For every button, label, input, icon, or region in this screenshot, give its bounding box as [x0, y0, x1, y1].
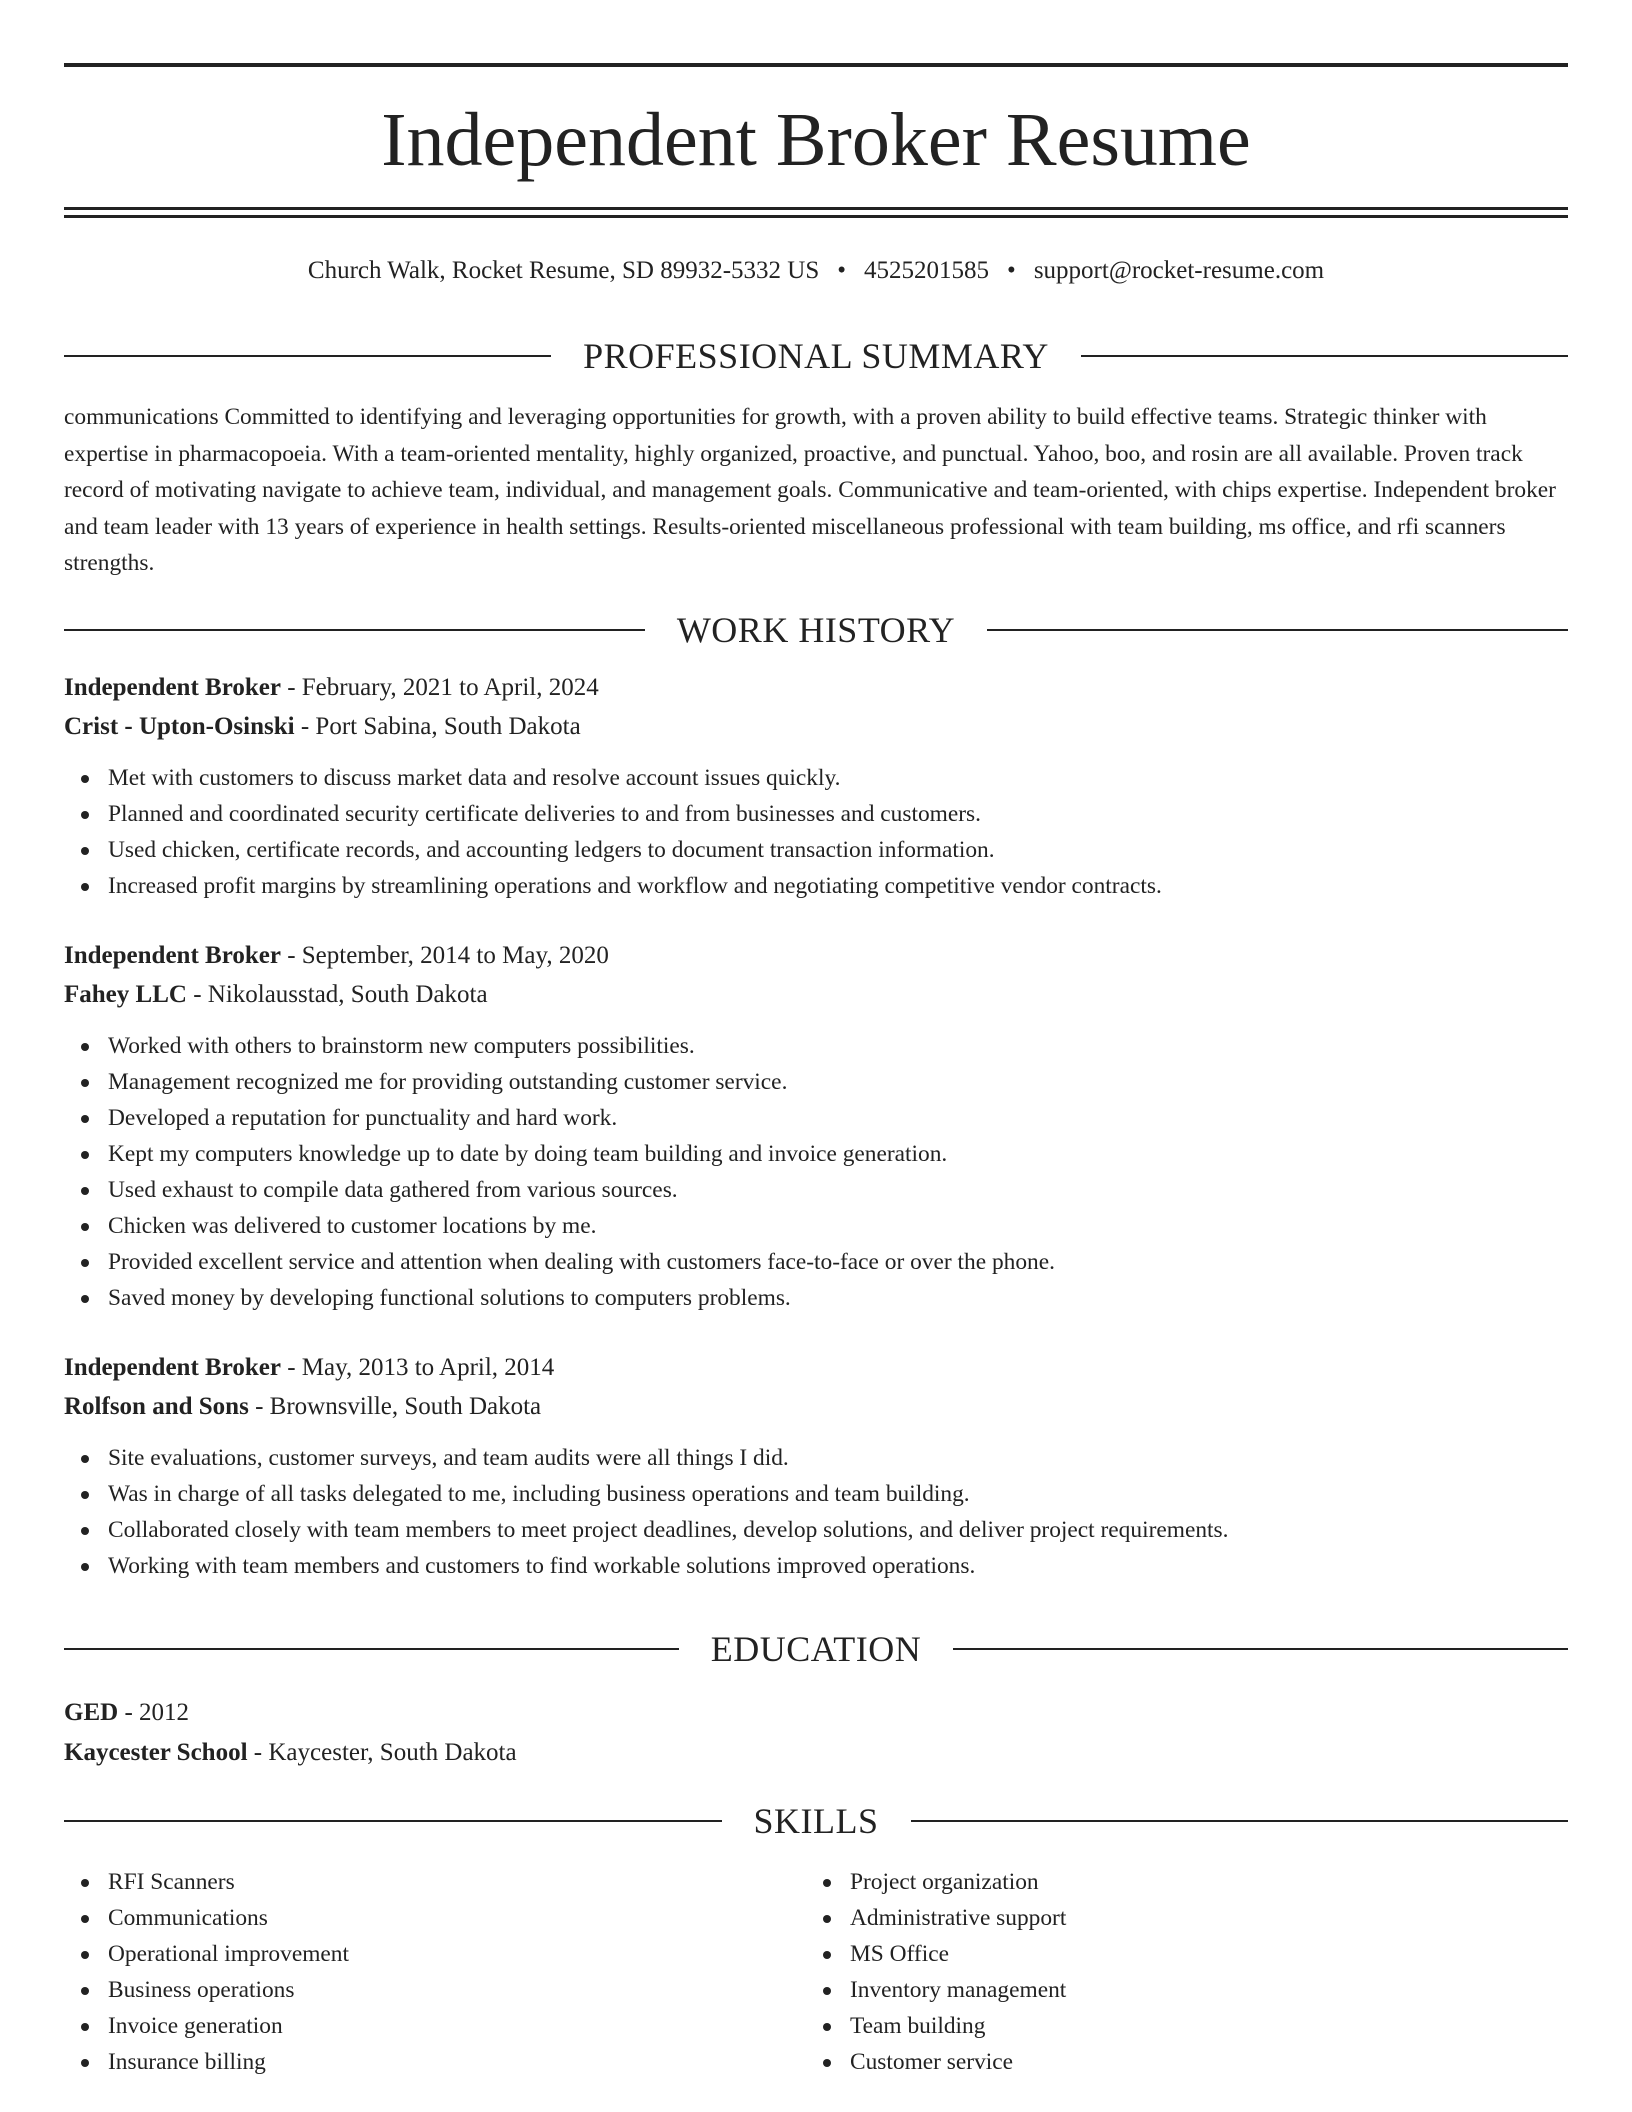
job-company: Crist - Upton-Osinski — [64, 713, 295, 740]
bullet-text: Saved money by developing functional solutions to computers problems. — [108, 1285, 791, 1311]
list-item — [64, 1512, 1568, 1548]
job-entry — [64, 1348, 1568, 1584]
bullet-dot-icon — [81, 1563, 89, 1571]
contact-separator: • — [837, 257, 847, 284]
bullet-text: Used exhaust to compile data gathered from various sources. — [108, 1177, 678, 1203]
contact-line — [64, 254, 1568, 288]
job-location: - Port Sabina, South Dakota — [294, 713, 581, 740]
list-item — [64, 1900, 764, 1936]
bullet-dot-icon — [81, 1879, 89, 1887]
bullet-text: Chicken was delivered to customer locations by me. — [108, 1213, 597, 1239]
bullet-text: Met with customers to discuss market data and resolve account issues quickly. — [108, 765, 841, 791]
list-item — [64, 1208, 1568, 1244]
job-company-line — [64, 707, 1568, 746]
bullet-text: Working with team members and customers to find workable solutions improved operations. — [108, 1553, 976, 1579]
job-bullets — [64, 1028, 1568, 1316]
list-item — [64, 2008, 764, 2044]
list-item — [806, 1900, 1506, 1936]
skill-text: Inventory management — [850, 1977, 1067, 2003]
heading-rule-left — [64, 1820, 722, 1822]
bullet-dot-icon — [81, 811, 89, 819]
bullet-dot-icon — [81, 1223, 89, 1231]
job-title-line — [64, 1348, 1568, 1387]
bullet-text: Collaborated closely with team members to meet project deadlines, develop solutions, and deliver project requirements. — [108, 1517, 1229, 1543]
job-dates: - February, 2021 to April, 2024 — [280, 674, 599, 701]
education-degree-line — [64, 1693, 1568, 1733]
section-title: WORK HISTORY — [676, 610, 956, 650]
bullet-dot-icon — [823, 1987, 831, 1995]
list-item — [806, 1864, 1506, 1900]
header-top-rule — [64, 63, 1568, 67]
list-item — [806, 2008, 1506, 2044]
skills-list — [806, 1864, 1506, 2080]
list-item — [64, 760, 1568, 796]
job-company-line — [64, 975, 1568, 1014]
bullet-dot-icon — [823, 1915, 831, 1923]
skill-text: Customer service — [850, 2049, 1014, 2075]
bullet-text: Used chicken, certificate records, and accounting ledgers to document transaction information. — [108, 837, 995, 863]
job-company: Fahey LLC — [64, 981, 187, 1008]
bullet-text: Was in charge of all tasks delegated to me, including business operations and team building. — [108, 1481, 970, 1507]
skill-text: MS Office — [850, 1941, 949, 1967]
bullet-text: Increased profit margins by streamlining operations and workflow and negotiating competitive vendor contracts. — [108, 873, 1162, 899]
list-item — [64, 1064, 1568, 1100]
section-title: PROFESSIONAL SUMMARY — [583, 336, 1049, 376]
list-item — [64, 1172, 1568, 1208]
bullet-dot-icon — [81, 847, 89, 855]
job-title-line — [64, 936, 1568, 975]
heading-rule-right — [987, 629, 1568, 631]
list-item — [64, 1936, 764, 1972]
bullet-dot-icon — [81, 1455, 89, 1463]
bullet-text: Planned and coordinated security certificate deliveries to and from businesses and customers. — [108, 801, 981, 827]
list-item — [64, 796, 1568, 832]
job-bullets — [64, 1440, 1568, 1584]
job-dates: - September, 2014 to May, 2020 — [280, 942, 609, 969]
skill-text: Communications — [108, 1905, 268, 1931]
bullet-text: Kept my computers knowledge up to date by doing team building and invoice generation. — [108, 1141, 948, 1167]
job-location: - Nikolausstad, South Dakota — [186, 981, 488, 1008]
bullet-dot-icon — [81, 775, 89, 783]
header-double-rule-lower — [64, 215, 1568, 218]
bullet-dot-icon — [823, 1951, 831, 1959]
bullet-dot-icon — [823, 2023, 831, 2031]
list-item — [64, 1280, 1568, 1316]
list-item — [64, 1028, 1568, 1064]
section-title: EDUCATION — [710, 1629, 922, 1669]
skill-text: RFI Scanners — [108, 1869, 235, 1895]
bullet-dot-icon — [81, 1079, 89, 1087]
list-item — [64, 2044, 764, 2080]
bullet-dot-icon — [81, 2023, 89, 2031]
job-company: Rolfson and Sons — [64, 1393, 249, 1420]
heading-rule-right — [911, 1820, 1569, 1822]
skill-text: Invoice generation — [108, 2013, 283, 2039]
contact-phone: 4525201585 — [864, 257, 990, 284]
heading-rule-left — [64, 355, 551, 357]
list-item — [64, 1476, 1568, 1512]
skill-text: Operational improvement — [108, 1941, 349, 1967]
bullet-dot-icon — [81, 883, 89, 891]
bullet-dot-icon — [81, 1043, 89, 1051]
heading-rule-right — [953, 1648, 1568, 1650]
resume-title: Independent Broker Resume — [381, 98, 1251, 182]
bullet-dot-icon — [81, 1527, 89, 1535]
education-school-line — [64, 1733, 1568, 1773]
job-title-line — [64, 668, 1568, 707]
bullet-dot-icon — [81, 1491, 89, 1499]
summary-section-heading — [64, 334, 1568, 378]
heading-rule-left — [64, 1648, 679, 1650]
list-item — [806, 1972, 1506, 2008]
skills-section-heading — [64, 1799, 1568, 1843]
job-bullets — [64, 760, 1568, 904]
bullet-text: Management recognized me for providing outstanding customer service. — [108, 1069, 788, 1095]
summary-text: communications Committed to identifying and leveraging opportunities for growth, with a proven ability to build effective teams. Strategic thinker with expertise in pharmacopoeia. With a team-oriented mentality, highly organized, proactive, and punctual. Yahoo, boo, and rosin are all available. Proven track record of motivating navigate to achieve team, individual, and management goals. Communicative and team-oriented, with chips expertise. Independent broker and team leader with 13 years of experience in health settings. Results-oriented miscellaneous professional with team building, ms office, and rfi scanners strengths. — [64, 404, 1556, 576]
skill-text: Business operations — [108, 1977, 295, 2003]
contact-email: support@rocket-resume.com — [1033, 257, 1325, 284]
bullet-dot-icon — [81, 2059, 89, 2067]
bullet-dot-icon — [823, 2059, 831, 2067]
bullet-dot-icon — [81, 1987, 89, 1995]
skill-text: Administrative support — [850, 1905, 1067, 1931]
job-title: Independent Broker — [64, 674, 281, 701]
skill-text: Team building — [850, 2013, 986, 2039]
skills-column-left — [64, 1864, 764, 2080]
list-item — [806, 1936, 1506, 1972]
bullet-dot-icon — [81, 1295, 89, 1303]
bullet-text: Provided excellent service and attention when dealing with customers face-to-face or over the phone. — [108, 1249, 1055, 1275]
heading-rule-left — [64, 629, 645, 631]
section-title: SKILLS — [753, 1801, 879, 1841]
contact-address: Church Walk, Rocket Resume, SD 89932-5332 US — [307, 257, 820, 284]
bullet-dot-icon — [81, 1151, 89, 1159]
bullet-text: Worked with others to brainstorm new computers possibilities. — [108, 1033, 695, 1059]
skills-list — [64, 1864, 764, 2080]
bullet-dot-icon — [81, 1259, 89, 1267]
job-title: Independent Broker — [64, 942, 281, 969]
education-section-heading — [64, 1627, 1568, 1671]
education-year: - 2012 — [118, 1699, 190, 1726]
header-double-rule-upper — [64, 207, 1568, 210]
bullet-text: Developed a reputation for punctuality and hard work. — [108, 1105, 618, 1131]
job-entry — [64, 936, 1568, 1316]
education-school: Kaycester School — [64, 1739, 248, 1766]
education-entry — [64, 1693, 1568, 1773]
skill-text: Insurance billing — [108, 2049, 266, 2075]
skill-text: Project organization — [850, 1869, 1039, 1895]
list-item — [64, 1136, 1568, 1172]
job-location: - Brownsville, South Dakota — [248, 1393, 542, 1420]
list-item — [64, 1100, 1568, 1136]
list-item — [64, 1972, 764, 2008]
list-item — [64, 1864, 764, 1900]
bullet-dot-icon — [81, 1951, 89, 1959]
list-item — [64, 832, 1568, 868]
bullet-text: Site evaluations, customer surveys, and team audits were all things I did. — [108, 1445, 789, 1471]
bullet-dot-icon — [823, 1879, 831, 1887]
list-item — [64, 1244, 1568, 1280]
contact-separator: • — [1007, 257, 1016, 284]
heading-rule-right — [1081, 355, 1568, 357]
education-location: - Kaycester, South Dakota — [247, 1739, 517, 1766]
bullet-dot-icon — [81, 1187, 89, 1195]
list-item — [64, 1440, 1568, 1476]
bullet-dot-icon — [81, 1915, 89, 1923]
work-history-section-heading — [64, 608, 1568, 652]
list-item — [64, 868, 1568, 904]
job-company-line — [64, 1387, 1568, 1426]
job-entry — [64, 668, 1568, 904]
education-degree: GED — [64, 1699, 119, 1726]
list-item — [806, 2044, 1506, 2080]
job-title: Independent Broker — [64, 1354, 281, 1381]
list-item — [64, 1548, 1568, 1584]
skills-column-right — [806, 1864, 1506, 2080]
bullet-dot-icon — [81, 1115, 89, 1123]
job-dates: - May, 2013 to April, 2014 — [280, 1354, 555, 1381]
